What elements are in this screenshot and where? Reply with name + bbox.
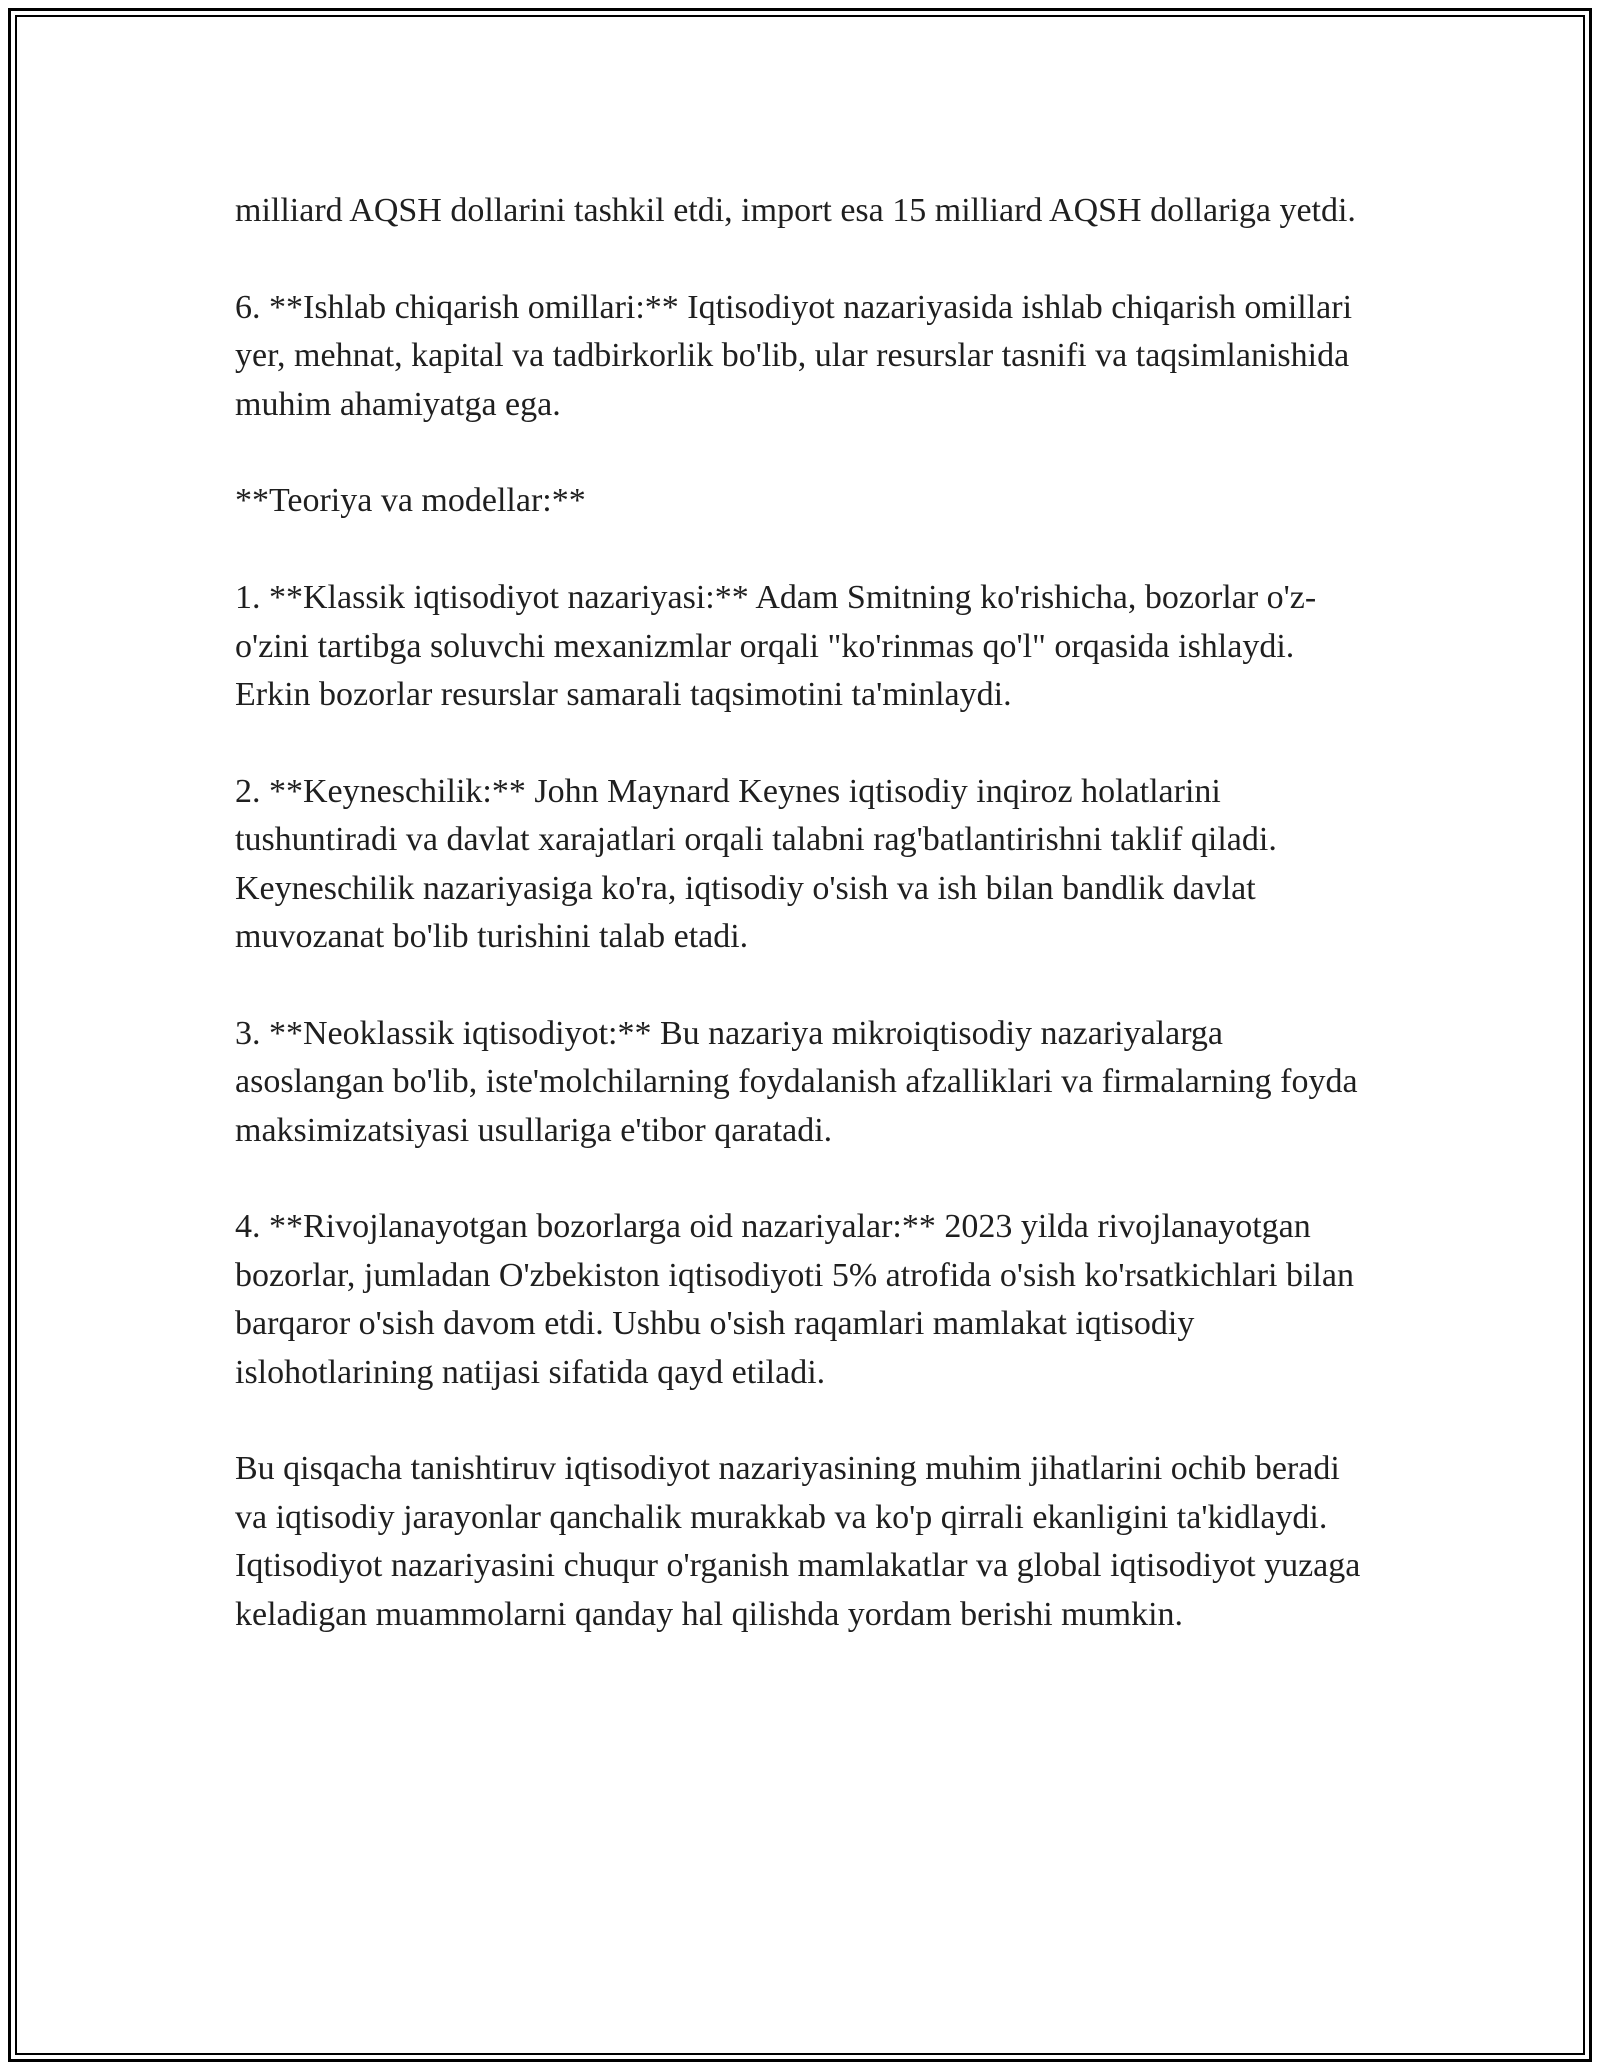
paragraph-trade-figures: milliard AQSH dollarini tashkil etdi, import esa 15 milliard AQSH dollariga yetdi. xyxy=(235,192,1356,229)
paragraph-factors-of-production: 6. **Ishlab chiqarish omillari:** Iqtisodiyot nazariyasida ishlab chiqarish omillari yer, mehnat, kapital va tadbirkorlik bo'lib, ular resurslar tasnifi va taqsimlanishida muhim ahamiyatga ega. xyxy=(235,288,1353,423)
paragraph-conclusion: Bu qisqacha tanishtiruv iqtisodiyot nazariyasining muhim jihatlarini ochib beradi va iqtisodiy jarayonlar qanchalik murakkab va ko'p qirrali ekanligini ta'kidlaydi. Iqtisodiyot nazariyasini chuqur o'rganish mamlakatlar va global iqtisodiyot yuzaga keladigan muammolarni qanday hal qilishda yordam berishi mumkin. xyxy=(235,1450,1361,1633)
paragraph-keynesianism: 2. **Keyneschilik:** John Maynard Keynes iqtisodiy inqiroz holatlarini tushuntiradi va davlat xarajatlari orqali talabni rag'batlantirishni taklif qiladi. Keyneschilik nazariyasiga ko'ra, iqtisodiy o'sish va ish bilan bandlik davlat muvozanat bo'lib turishini talab etadi. xyxy=(235,772,1277,956)
paragraph-emerging-markets: 4. **Rivojlanayotgan bozorlarga oid nazariyalar:** 2023 yilda rivojlanayotgan bozorlar, jumladan O'zbekiston iqtisodiyoti 5% atrofida o'sish ko'rsatkichlari bilan barqaror o'sish davom etdi. Ushbu o'sish raqamlari mamlakat iqtisodiy islohotlarining natijasi sifatida qayd etiladi. xyxy=(235,1208,1354,1391)
document-body xyxy=(235,187,1375,1639)
paragraph-neoclassical: 3. **Neoklassik iqtisodiyot:** Bu nazariya mikroiqtisodiy nazariyalarga asoslangan bo'lib, iste'molchilarning foydalanish afzalliklari va firmalarning foyda maksimizatsiyasi usullariga e'tibor qaratadi. xyxy=(235,1014,1358,1149)
paragraph-classical-theory: 1. **Klassik iqtisodiyot nazariyasi:** Adam Smitning ko'rishicha, bozorlar o'z-o'zini tartibga soluvchi mexanizmlar orqali "ko'rinmas qo'l" orqasida ishlaydi. Erkin bozorlar resurslar samarali taqsimotini ta'minlaydi. xyxy=(235,579,1317,714)
section-heading-theories: **Teoriya va modellar:** xyxy=(235,482,586,520)
